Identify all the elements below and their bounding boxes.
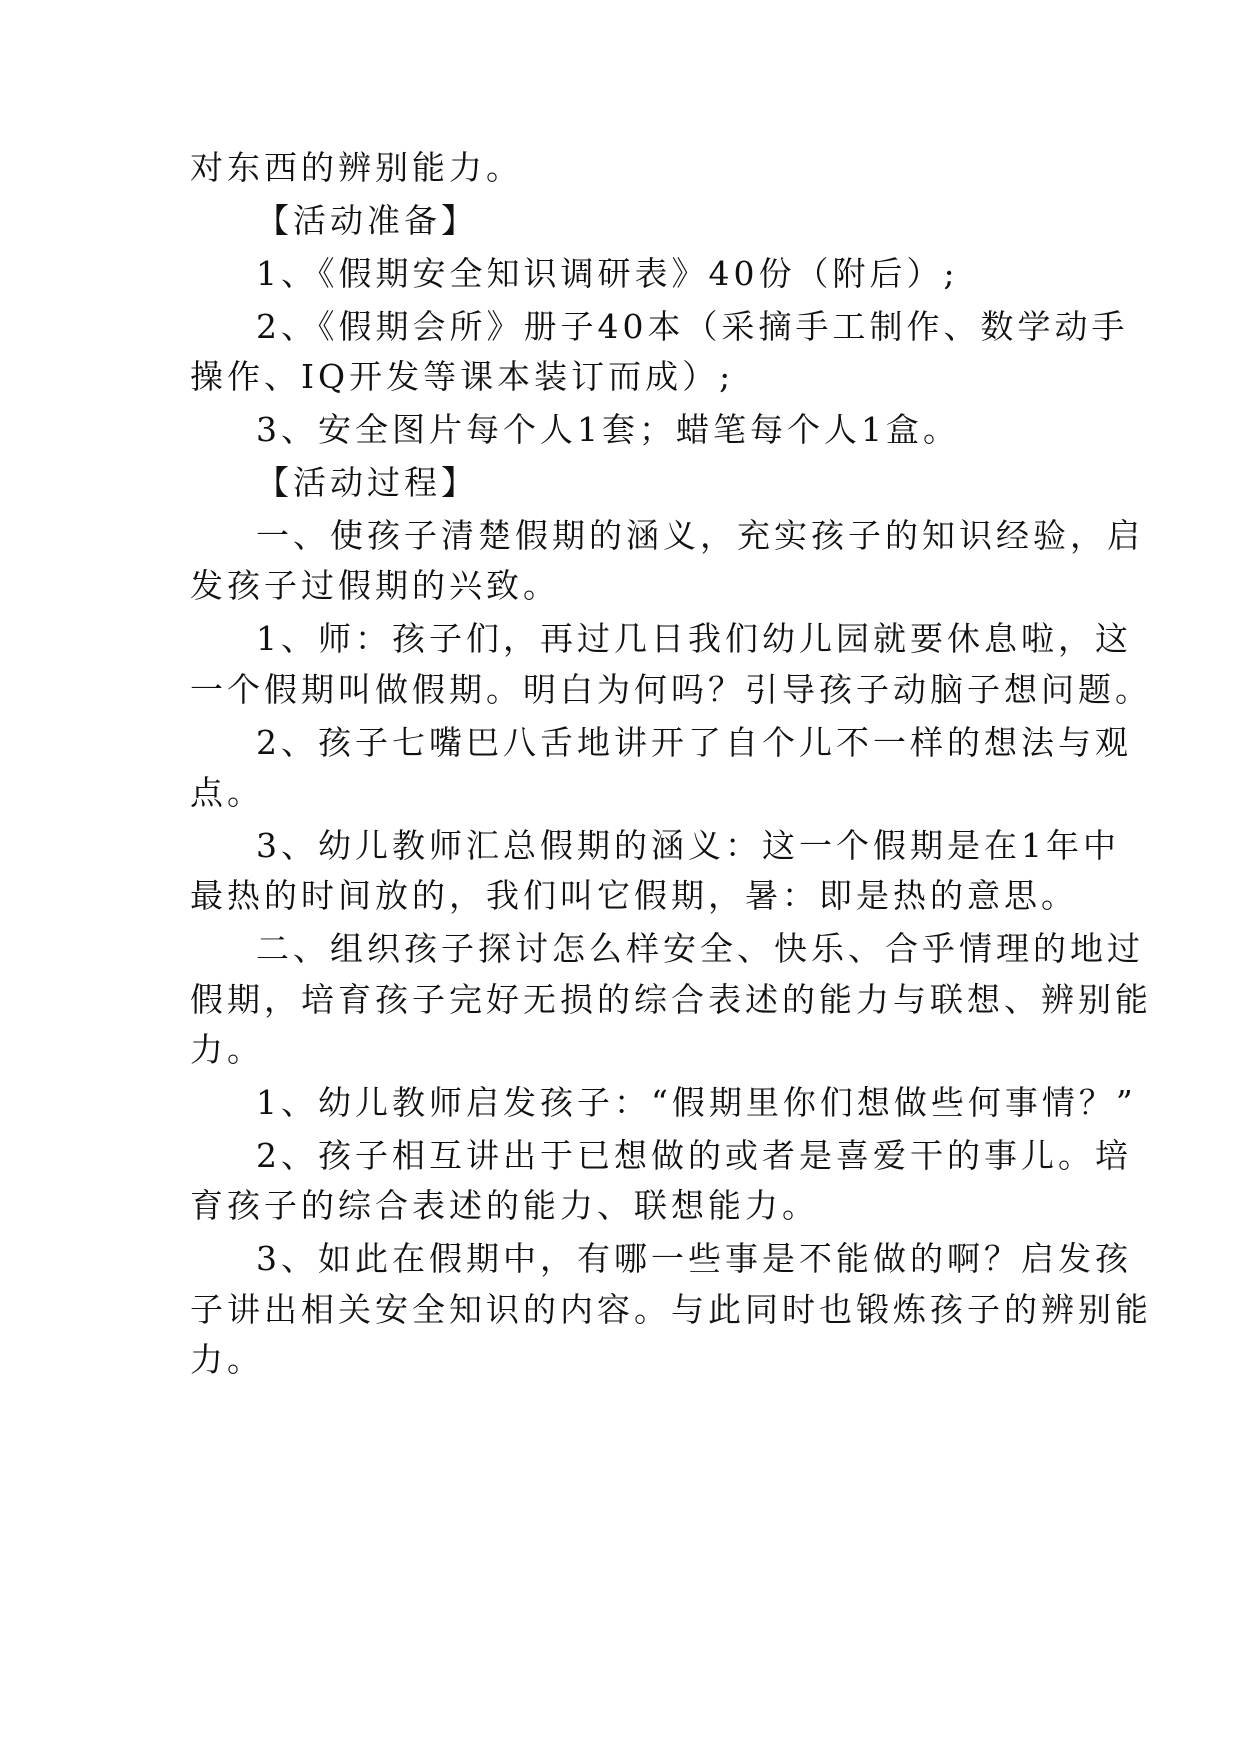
text-line: 子讲出相关安全知识的内容。与此同时也锻炼孩子的辨别能 (190, 1290, 1152, 1329)
text-line: 对东西的辨别能力。 (190, 148, 523, 187)
text-line: 一、使孩子清楚假期的涵义，充实孩子的知识经验，启 (256, 516, 1144, 555)
text-line: 2、《假期会所》册子40本（采摘手工制作、数学动手 (256, 307, 1129, 346)
text-line: 3、幼儿教师汇总假期的涵义：这一个假期是在1年中 (256, 826, 1120, 865)
text-line: 2、孩子相互讲出于已想做的或者是喜爱干的事儿。培 (256, 1136, 1132, 1175)
section-heading: 【活动准备】 (256, 201, 478, 240)
text-line: 1、《假期安全知识调研表》40份（附后）; (256, 254, 959, 293)
text-line: 力。 (190, 1030, 264, 1069)
text-line: 操作、IQ开发等课本装订而成）; (190, 357, 735, 396)
text-line: 假期，培育孩子完好无损的综合表述的能力与联想、辨别能 (190, 980, 1152, 1019)
text-line: 一个假期叫做假期。明白为何吗？引导孩子动脑子想问题。 (190, 670, 1152, 709)
text-line: 1、师：孩子们，再过几日我们幼儿园就要休息啦，这 (256, 619, 1132, 658)
text-line: 1、幼儿教师启发孩子：“假期里你们想做些何事情？” (256, 1083, 1137, 1122)
text-line: 3、安全图片每个人1套；蜡笔每个人1盒。 (256, 410, 960, 449)
section-heading: 【活动过程】 (256, 463, 478, 502)
text-line: 2、孩子七嘴巴八舌地讲开了自个儿不一样的想法与观 (256, 723, 1132, 762)
text-line: 力。 (190, 1340, 264, 1379)
text-line: 点。 (190, 773, 264, 812)
text-line: 最热的时间放的，我们叫它假期，暑：即是热的意思。 (190, 876, 1078, 915)
text-line: 二、组织孩子探讨怎么样安全、快乐、合乎情理的地过 (256, 929, 1144, 968)
text-line: 3、如此在假期中，有哪一些事是不能做的啊？启发孩 (256, 1239, 1132, 1278)
text-line: 发孩子过假期的兴致。 (190, 566, 560, 605)
text-line: 育孩子的综合表述的能力、联想能力。 (190, 1186, 819, 1225)
